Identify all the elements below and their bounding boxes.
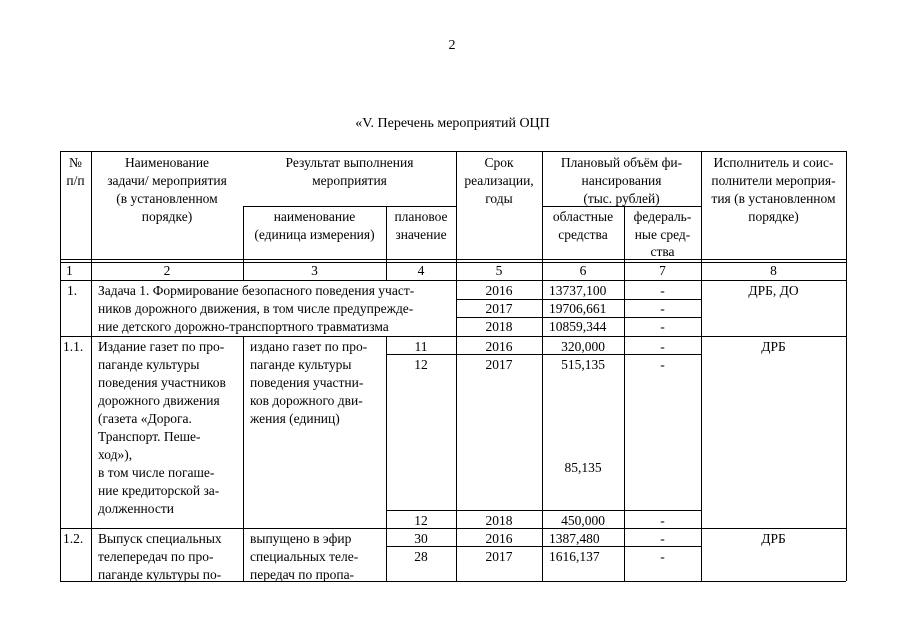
plan-value-cell: 12 <box>414 357 428 372</box>
federal-funds-cell: - <box>660 301 665 316</box>
year-cell: 2018 <box>485 319 513 334</box>
col-federal-line3: ства <box>650 244 675 259</box>
result-name-line: жения (единиц) <box>250 411 340 426</box>
col-no-line1: № <box>69 155 82 170</box>
item-name-line: паганде культуры по- <box>98 567 222 582</box>
result-name-line: передач по пропа- <box>250 567 355 582</box>
col-finance-line3: (тыс. рублей) <box>583 191 660 206</box>
col-result-line2: мероприятия <box>312 173 387 188</box>
col-number-6: 6 <box>579 263 587 278</box>
federal-funds-cell: - <box>660 549 665 564</box>
col-number-1: 1 <box>66 263 73 278</box>
row-number: 1. <box>67 283 78 298</box>
year-cell: 2016 <box>485 531 513 546</box>
col-number-2: 2 <box>163 263 171 278</box>
federal-funds-cell: - <box>660 513 665 528</box>
col-plan-line1: плановое <box>394 209 448 224</box>
regional-funds-cell: 19706,661 <box>549 301 607 316</box>
col-number-8: 8 <box>770 263 777 278</box>
col-result-line1: Результат выполнения <box>285 155 414 170</box>
regional-funds-cell: 1616,137 <box>549 549 600 564</box>
col-plan-line2: значение <box>395 227 447 242</box>
row-number: 1.2. <box>63 531 84 546</box>
year-cell: 2016 <box>485 339 513 354</box>
col-name-line3: (в установленном <box>116 191 218 206</box>
item-name-line: (газета «Дорога. <box>98 411 192 426</box>
result-name-line: поведения участни- <box>250 375 364 390</box>
federal-funds-cell: - <box>660 283 665 298</box>
col-executor-line1: Исполнитель и соис- <box>713 155 834 170</box>
item-name-line: дорожного движения <box>98 393 220 408</box>
executor-cell: ДРБ <box>761 531 786 546</box>
col-result-name-line1: наименование <box>273 209 356 224</box>
year-cell: 2017 <box>485 301 513 316</box>
federal-funds-cell: - <box>660 357 665 372</box>
result-name-line: издано газет по про- <box>250 339 368 354</box>
year-cell: 2017 <box>485 357 513 372</box>
col-federal-line2: ные сред- <box>634 227 691 242</box>
regional-debt-cell: 85,135 <box>564 460 602 475</box>
regional-funds-cell: 10859,344 <box>549 319 607 334</box>
plan-value-cell: 30 <box>414 531 428 546</box>
result-name-line: специальных теле- <box>250 549 359 564</box>
col-term-line1: Срок <box>484 155 514 170</box>
result-name-line: ков дорожного дви- <box>250 393 363 408</box>
col-term-line3: годы <box>485 191 513 206</box>
page-number: 2 <box>448 38 456 53</box>
item-name-line: ние кредиторской за- <box>98 483 220 498</box>
executor-cell: ДРБ, ДО <box>748 283 799 298</box>
item-name-line: Издание газет по про- <box>98 339 225 354</box>
item-name-line: ход»), <box>98 447 133 462</box>
col-finance-line2: нансирования <box>581 173 662 188</box>
col-no-line2: п/п <box>66 173 85 188</box>
result-name-line: паганде культуры <box>250 357 352 372</box>
regional-funds-cell: 1387,480 <box>549 531 600 546</box>
row-number: 1.1. <box>63 339 84 354</box>
col-executor-line3: тия (в установленном <box>711 191 836 206</box>
col-number-4: 4 <box>417 263 425 278</box>
regional-funds-cell: 13737,100 <box>549 283 607 298</box>
result-name-line: выпущено в эфир <box>250 531 352 546</box>
year-cell: 2018 <box>485 513 513 528</box>
federal-funds-cell: - <box>660 339 665 354</box>
item-name-line: в том числе погаше- <box>98 465 215 480</box>
col-number-7: 7 <box>659 263 666 278</box>
col-regional-line1: областные <box>552 209 614 224</box>
item-name-line: паганде культуры <box>98 357 200 372</box>
plan-value-cell: 12 <box>414 513 428 528</box>
task-name-line2: ников дорожного движения, в том числе предупрежде- <box>98 301 414 316</box>
col-result-name-line2: (единица измерения) <box>254 227 375 242</box>
task-name-line1: Задача 1. Формирование безопасного поведения участ- <box>98 283 415 298</box>
year-cell: 2016 <box>485 283 513 298</box>
federal-funds-cell: - <box>660 531 665 546</box>
col-executor-line2: полнители мероприя- <box>711 173 836 188</box>
col-federal-line1: федераль- <box>633 209 692 224</box>
task-name-line3: ние детского дорожно-транспортного травматизма <box>98 319 389 334</box>
item-name-line: Выпуск специальных <box>98 531 222 546</box>
col-finance-line1: Плановый объём фи- <box>560 155 683 170</box>
item-name-line: поведения участников <box>98 375 226 390</box>
regional-funds-cell: 515,135 <box>561 357 605 372</box>
item-name-line: Транспорт. Пеше- <box>98 429 201 444</box>
plan-value-cell: 11 <box>414 339 428 354</box>
item-name-line: долженности <box>98 501 174 516</box>
col-term-line2: реализации, <box>464 173 534 188</box>
executor-cell: ДРБ <box>761 339 786 354</box>
regional-funds-cell: 320,000 <box>561 339 605 354</box>
plan-value-cell: 28 <box>414 549 428 564</box>
regional-funds-cell: 450,000 <box>561 513 605 528</box>
col-regional-line2: средства <box>558 227 608 242</box>
col-executor-line4: порядке) <box>748 209 799 224</box>
item-name-line: телепередач по про- <box>98 549 214 564</box>
col-number-3: 3 <box>311 263 318 278</box>
col-number-5: 5 <box>495 263 503 278</box>
year-cell: 2017 <box>485 549 513 564</box>
section-title: «V. Перечень мероприятий ОЦП <box>355 116 550 131</box>
federal-funds-cell: - <box>660 319 665 334</box>
col-name-line4: порядке) <box>141 209 193 224</box>
col-name-line1: Наименование <box>124 155 210 170</box>
col-name-line2: задачи/ мероприятия <box>107 173 227 188</box>
